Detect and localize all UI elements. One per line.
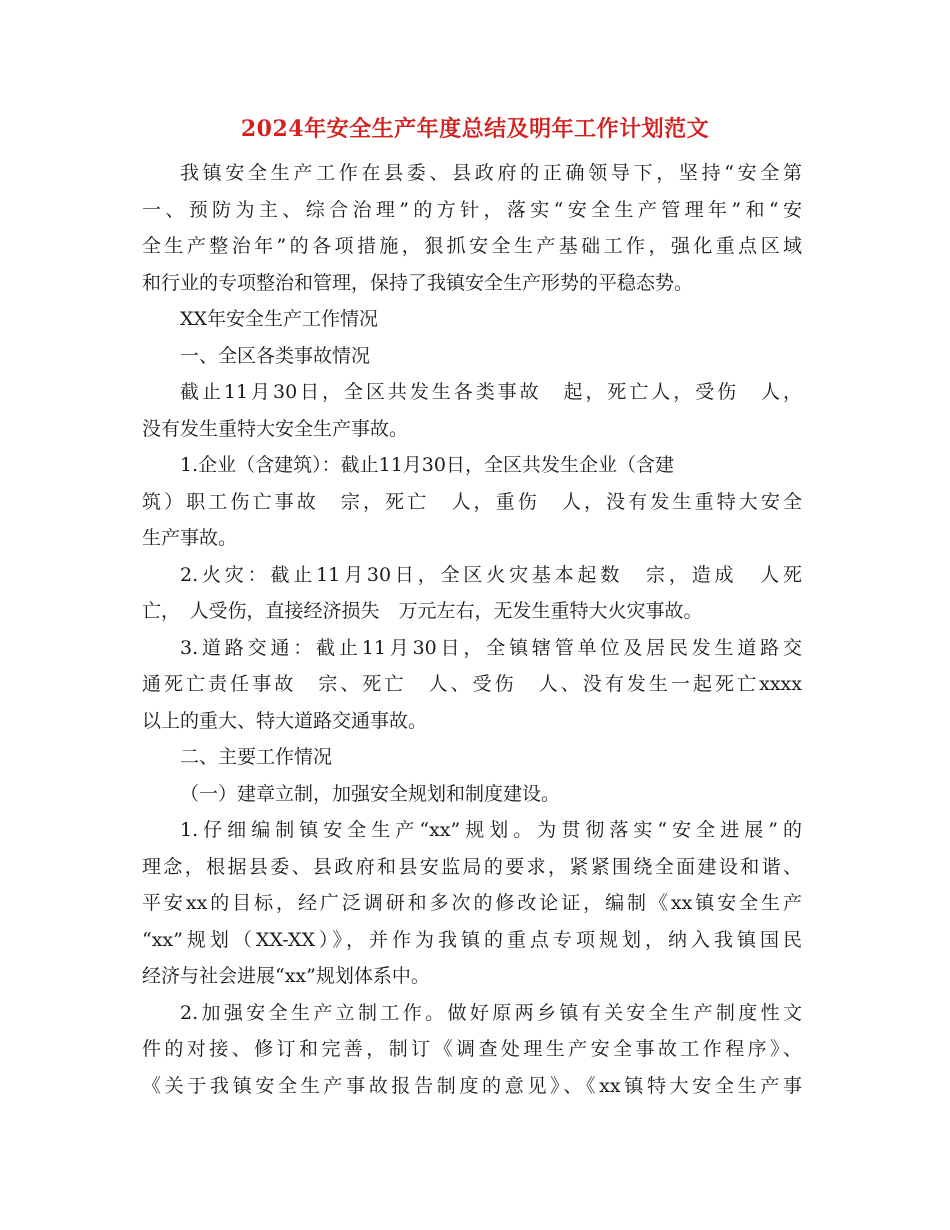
document-line: 筑）职工伤亡事故 宗，死亡 人，重伤 人，没有发生重特大安全 — [142, 490, 802, 513]
document-body — [142, 155, 802, 1104]
document-line: 亡， 人受伤，直接经济损失 万元左右，无发生重特大火灾事故。 — [142, 600, 703, 622]
document-line: XX年安全生产工作情况 — [180, 308, 379, 330]
document-line: 生产事故。 — [142, 527, 238, 549]
document-line: 通死亡责任事故 宗、死亡 人、受伤 人、没有发生一起死亡xxxx — [142, 673, 802, 695]
document-line: 没有发生重特大安全生产事故。 — [142, 417, 409, 440]
document-line: 经济与社会进展“xx”规划体系中。 — [142, 965, 430, 987]
document-line: 1.企业（含建筑）：截止11月30日，全区共发生企业（含建 — [180, 454, 674, 476]
document-line: 二、主要工作情况 — [180, 746, 333, 768]
document-line: 全生产整治年”的各项措施，狠抓安全生产基础工作，强化重点区域 — [142, 235, 802, 257]
document-line: 件的对接、修订和完善，制订《调查处理生产安全事故工作程序》、 — [142, 1038, 802, 1060]
document-line: 和行业的专项整治和管理，保持了我镇安全生产形势的平稳态势。 — [142, 271, 694, 294]
document-line: “xx”规划（XX-XX）》，并作为我镇的重点专项规划，纳入我镇国民 — [142, 928, 802, 951]
document-line: 2.加强安全生产立制工作。做好原两乡镇有关安全生产制度性文 — [180, 1001, 802, 1024]
document-line: 截止11月30日，全区共发生各类事故 起，死亡人，受伤 人， — [180, 381, 802, 403]
document-line: 1.仔细编制镇安全生产“xx”规划。为贯彻落实“安全进展”的 — [180, 819, 802, 841]
document-line: 理念，根据县委、县政府和县安监局的要求，紧紧围绕全面建设和谐、 — [142, 855, 802, 878]
document-line: 《关于我镇安全生产事故报告制度的意见》、《xx镇特大安全生产事 — [142, 1074, 802, 1097]
document-line: 以上的重大、特大道路交通事故。 — [142, 709, 428, 732]
document-line: 一、全区各类事故情况 — [180, 344, 371, 367]
document-line: 平安xx的目标，经广泛调研和多次的修改论证，编制《xx镇安全生产 — [142, 892, 802, 914]
document-title: 2024年安全生产年度总结及明年工作计划范文 — [240, 116, 710, 142]
document-line: 3.道路交通：截止11月30日，全镇辖管单位及居民发生道路交 — [180, 636, 802, 659]
document-line: 我镇安全生产工作在县委、县政府的正确领导下，坚持“安全第 — [180, 162, 802, 184]
document-line: （一）建章立制，加强安全规划和制度建设。 — [180, 782, 561, 805]
document-line: 2.火灾：截止11月30日，全区火灾基本起数 宗，造成 人死 — [180, 563, 802, 586]
document-line: 一、预防为主、综合治理”的方针，落实“安全生产管理年”和“安 — [142, 198, 802, 221]
